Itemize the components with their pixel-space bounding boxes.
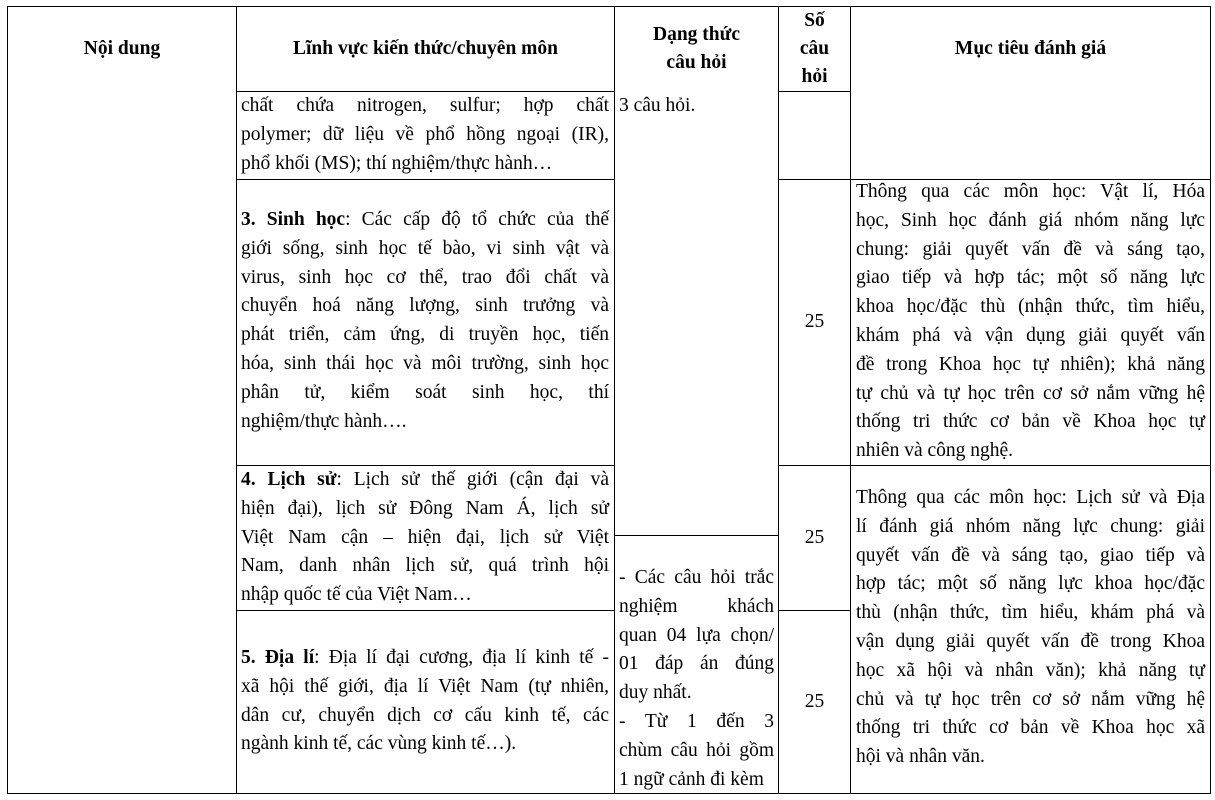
- lich-su-count-cell: [779, 466, 850, 610]
- row-divider-lichsu-diali: [236, 610, 615, 611]
- table-border-left: [7, 6, 8, 794]
- format-line-5: duy nhất.: [619, 682, 692, 704]
- sinh-hoc-title: 3. Sinh học: [241, 209, 346, 230]
- muc-tieu-khxh-line-9: thống tri thức cơ bản về Khoa học xã: [856, 717, 1205, 739]
- muc-tieu-khtn-line-5: khoa học/đặc thù (nhận thức, tìm hiểu,: [856, 296, 1205, 318]
- sinh-hoc-line-8: nghiệm/thực hành….: [241, 410, 407, 432]
- table-border-right: [1210, 6, 1211, 794]
- format-top-text: 3 câu hỏi.: [619, 95, 696, 116]
- row-divider-header-socau: [778, 91, 851, 92]
- sinh-hoc-line-5: phát triển, cảm ứng, di truyền học, tiến: [241, 324, 609, 346]
- lich-su-cell: [241, 466, 609, 610]
- format-line-6: - Từ 1 đến 3: [619, 710, 774, 732]
- header-dang-thuc-line2: câu hỏi: [666, 52, 727, 73]
- col-divider-1: [236, 6, 237, 794]
- muc-tieu-khtn-line-1: Thông qua các môn học: Vật lí, Hóa: [856, 181, 1205, 202]
- header-dang-thuc-line1: Dạng thức: [653, 24, 740, 45]
- sinh-hoc-line-7: phân tử, kiểm soát sinh học, thí: [241, 381, 609, 403]
- lich-su-line-3: Việt Nam cận – hiện đại, lịch sử Việt: [241, 526, 609, 548]
- sinh-hoc-line-2: giới sống, sinh học tế bào, vi sinh vật và: [241, 237, 609, 259]
- muc-tieu-khxh-line-6: vận dụng giải quyết vấn đề trong Khoa: [856, 630, 1205, 652]
- lich-su-title: 4. Lịch sử: [241, 469, 337, 490]
- sinh-hoc-line-6: hóa, sinh thái học và môi trường, sinh học: [241, 352, 609, 374]
- format-line-2: nghiệm khách: [619, 595, 774, 617]
- muc-tieu-khxh-line-3: quyết vấn đề và sáng tạo, giao tiếp và: [856, 544, 1205, 566]
- muc-tieu-khxh-line-2: lí đánh giá nhóm năng lực chung: giải: [856, 515, 1205, 537]
- format-line-4: 01 đáp án đúng: [619, 653, 774, 675]
- row-divider-hoa-sinh: [236, 179, 615, 180]
- format-line-8: 1 ngữ cảnh đi kèm: [619, 768, 764, 790]
- hoa-hoc-continued-cell: [241, 92, 609, 178]
- muc-tieu-khtn-line-2: học, Sinh học đánh giá nhóm năng lực: [856, 209, 1205, 231]
- header-muc-tieu: [851, 7, 1210, 91]
- muc-tieu-khxh-line-4: hợp tác; một số năng lực khoa học/đặc: [856, 573, 1205, 595]
- col-divider-4: [850, 6, 851, 794]
- sinh-hoc-line-4: chuyển hoá năng lượng, sinh trưởng và: [241, 295, 609, 317]
- muc-tieu-khxh-line-7: học xã hội và nhân văn); khả năng tự: [856, 659, 1205, 681]
- muc-tieu-khtn-cell: [856, 178, 1205, 466]
- muc-tieu-khxh-cell: [856, 484, 1205, 772]
- format-line-7: chùm câu hỏi gồm: [619, 739, 774, 761]
- dia-li-count: 25: [804, 690, 825, 712]
- muc-tieu-khtn-line-8: tự chủ và tự học trên cơ sở nắm vững hệ: [856, 382, 1205, 404]
- sinh-hoc-count-cell: [779, 180, 850, 465]
- muc-tieu-khtn-line-10: nhiên và công nghệ.: [856, 440, 1014, 462]
- dia-li-line-3: dân cư, chuyển dịch cơ cấu kinh tế, các: [241, 704, 609, 726]
- hoa-hoc-line-2: polymer; dữ liệu về phổ hồng ngoại (IR),: [241, 123, 609, 145]
- header-so-cau: [779, 7, 850, 91]
- sinh-hoc-line-1-text: : Các cấp độ tổ chức của thế: [345, 209, 609, 230]
- lich-su-line-1: [241, 466, 609, 495]
- table-border-bottom: [7, 793, 1211, 794]
- dia-li-cell: [241, 644, 609, 759]
- header-so-cau-line3: hỏi: [801, 66, 828, 87]
- row-divider-format: [614, 535, 779, 536]
- lich-su-count: 25: [804, 526, 825, 548]
- header-muc-tieu-label: Mục tiêu đánh giá: [954, 37, 1107, 59]
- header-noi-dung: [8, 7, 236, 91]
- muc-tieu-khtn-line-9: thống tri thức cơ bản về Khoa học tự: [856, 411, 1205, 433]
- sinh-hoc-cell: [241, 206, 609, 436]
- muc-tieu-khtn-line-7: đề trong Khoa học tự nhiên); khả năng: [856, 353, 1205, 375]
- header-linh-vuc-label: Lĩnh vực kiến thức/chuyên môn: [292, 37, 559, 59]
- muc-tieu-khtn-line-3: chung: giải quyết vấn đề và sáng tạo,: [856, 238, 1205, 260]
- lich-su-line-1-text: : Lịch sử thế giới (cận đại và: [336, 469, 610, 490]
- header-dang-thuc: [615, 7, 778, 91]
- format-line-3: quan 04 lựa chọn/: [619, 624, 774, 646]
- muc-tieu-khtn-line-6: khám phá và vận dụng giải quyết vấn: [856, 324, 1205, 346]
- sinh-hoc-line-3: virus, sinh học cơ thể, trao đổi chất và: [241, 266, 609, 288]
- muc-tieu-khxh-line-1: Thông qua các môn học: Lịch sử và Địa: [856, 487, 1205, 508]
- dia-li-line-4: ngành kinh tế, các vùng kinh tế…).: [241, 733, 517, 755]
- sinh-hoc-count: 25: [804, 311, 825, 333]
- hoa-hoc-line-1: chất chứa nitrogen, sulfur; hợp chất: [241, 95, 609, 116]
- muc-tieu-khtn-line-4: giao tiếp và hợp tác; một số năng lực: [856, 267, 1205, 289]
- format-top-cell: [619, 92, 774, 121]
- header-so-cau-line2: câu: [799, 38, 830, 59]
- muc-tieu-khxh-line-8: chủ và tự học trên cơ sở nắm vững hệ: [856, 688, 1205, 710]
- dia-li-line-1: [241, 644, 609, 673]
- hoa-hoc-line-3: phổ khối (MS); thí nghiệm/thực hành…: [241, 152, 553, 174]
- sinh-hoc-line-1: [241, 206, 609, 235]
- header-so-cau-line1: Số: [804, 10, 825, 31]
- lich-su-line-4: Nam, danh nhân lịch sử, quá trình hội: [241, 555, 609, 577]
- dia-li-line-1-text: : Địa lí đại cương, địa lí kinh tế -: [314, 647, 609, 668]
- header-noi-dung-label: Nội dung: [83, 37, 161, 59]
- format-line-1: - Các câu hỏi trắc: [619, 567, 774, 588]
- dia-li-line-2: xã hội thế giới, địa lí Việt Nam (tự nhiên,: [241, 675, 609, 697]
- dia-li-count-cell: [779, 611, 850, 793]
- col-divider-2: [614, 6, 615, 794]
- muc-tieu-khxh-line-5: thù (nhận thức, tìm hiểu, khám phá và: [856, 602, 1205, 624]
- muc-tieu-khxh-line-10: hội và nhân văn.: [856, 746, 985, 768]
- dia-li-title: 5. Địa lí: [241, 647, 315, 668]
- header-linh-vuc: [237, 7, 614, 91]
- lich-su-line-5: nhập quốc tế của Việt Nam…: [241, 584, 472, 606]
- format-bottom-cell: [619, 564, 774, 794]
- lich-su-line-2: hiện đại), lịch sử Đông Nam Á, lịch sử: [241, 497, 609, 519]
